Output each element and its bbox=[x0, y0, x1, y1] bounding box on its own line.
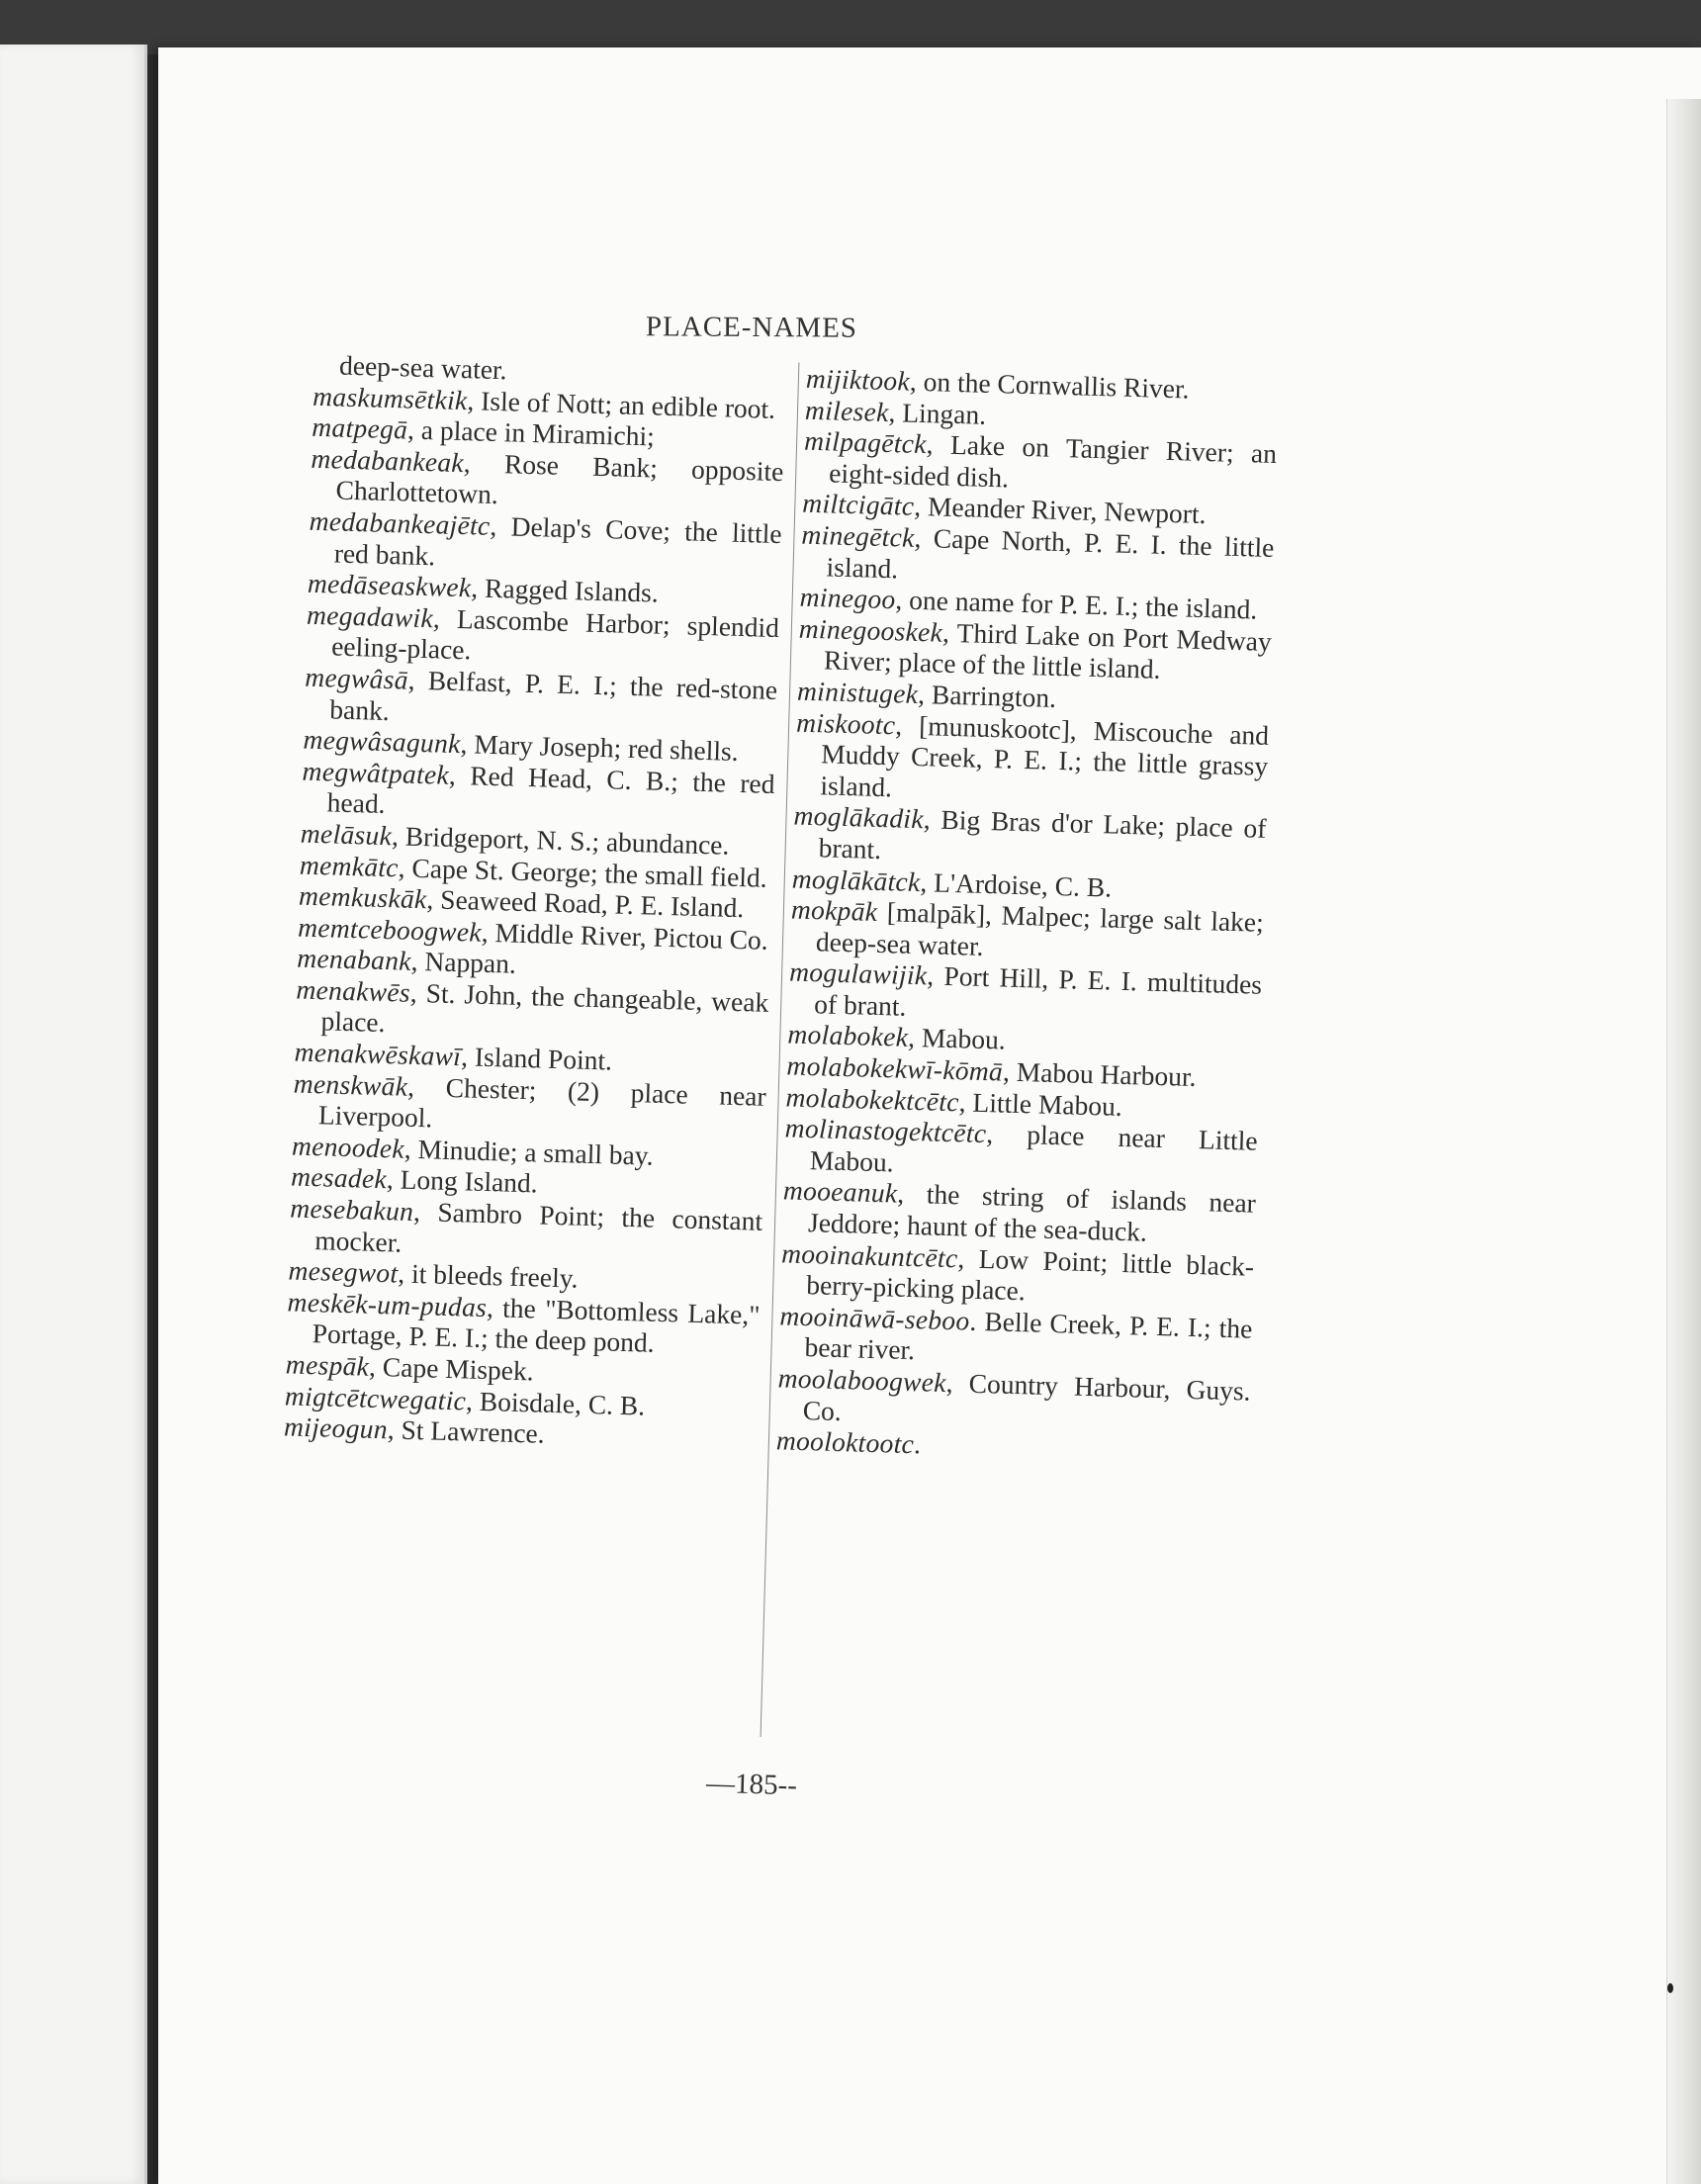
entry-definition: , Barrington. bbox=[917, 678, 1057, 713]
entry-headword: maskumsētkik bbox=[312, 380, 468, 415]
entry-headword: medabankeak bbox=[311, 442, 465, 478]
entry-definition: , Long Island. bbox=[386, 1163, 539, 1199]
entry-definition: , St. John, the changeable, weak place. bbox=[320, 976, 769, 1039]
entry-headword: megwâsagunk bbox=[303, 723, 462, 760]
entry-definition: , the "Bottomless Lake," Portage, P. E. I.; the deep pond. bbox=[312, 1291, 761, 1359]
entry-definition: , Low Point; little black-berry-picking place. bbox=[805, 1241, 1255, 1307]
entry-definition: , Cape St. George; the small field. bbox=[398, 851, 768, 893]
entry-headword: menakwēs bbox=[296, 973, 411, 1008]
entry-headword: megwâtpatek bbox=[302, 755, 450, 790]
entry-headword: mijeogun bbox=[283, 1410, 389, 1445]
entry-definition: , L'Ardoise, C. B. bbox=[920, 865, 1113, 903]
entry-definition: , Lascombe Harbor; splendid eeling-place. bbox=[330, 602, 780, 666]
entry-headword: mesadek bbox=[290, 1160, 388, 1195]
entry-headword: menoodek bbox=[291, 1130, 405, 1164]
entry-definition: , on the Cornwallis River. bbox=[909, 365, 1190, 405]
entry-headword: memkuskāk bbox=[298, 879, 427, 915]
entry-definition: , Red Head, C. B.; the red head. bbox=[326, 759, 775, 820]
entry-definition: . Belle Creek, P. E. I.; the bear river. bbox=[804, 1305, 1253, 1366]
entry-headword: megadawik bbox=[306, 598, 434, 634]
entry-headword: mooināwā-seboo bbox=[779, 1300, 970, 1336]
page-stack-edge bbox=[1666, 99, 1701, 2184]
entry-definition: , Big Bras d'or Lake; place of brant. bbox=[818, 803, 1267, 864]
entry-headword: molabokek bbox=[787, 1018, 909, 1053]
entry-headword: migtcētcwegatic bbox=[284, 1380, 467, 1416]
entry-headword: mooeanuk bbox=[782, 1174, 898, 1210]
entry-definition: , Little Mabou. bbox=[958, 1085, 1123, 1122]
dictionary-entry bbox=[794, 706, 1269, 813]
entry-definition: , Belfast, P. E. I.; the red-stone bank. bbox=[329, 664, 778, 726]
entry-definition: deep-sea water. bbox=[338, 349, 508, 386]
entry-definition: , Port Hill, P. E. I. multitudes of brant. bbox=[813, 959, 1263, 1022]
two-column-text bbox=[248, 348, 1295, 1751]
running-head: PLACE-NAMES bbox=[645, 311, 858, 344]
entry-headword: melāsuk bbox=[300, 817, 393, 852]
entry-headword: mogulawijik bbox=[788, 956, 928, 991]
entry-headword: meskēk-um-pudas bbox=[287, 1286, 488, 1322]
entry-headword: mijiktook bbox=[805, 362, 911, 397]
entry-headword: menabank bbox=[296, 942, 412, 977]
entry-definition: , Boisdale, C. B. bbox=[465, 1385, 646, 1421]
entry-definition: , Middle River, Pictou Co. bbox=[481, 916, 769, 956]
entry-definition: . bbox=[913, 1428, 922, 1460]
entry-definition: , one name for P. E. I.; the island. bbox=[895, 584, 1258, 625]
entry-headword: mesebakun bbox=[289, 1192, 414, 1227]
entry-definition: , Nappan. bbox=[410, 946, 517, 980]
entry-definition: , Mary Joseph; red shells. bbox=[460, 728, 740, 768]
entry-definition: , Lingan. bbox=[888, 396, 987, 430]
ink-speck bbox=[1667, 1983, 1673, 1993]
scanner-background bbox=[0, 0, 1701, 54]
entry-headword: memkātc bbox=[299, 849, 400, 882]
right-column bbox=[776, 363, 1280, 1470]
entry-definition: , Ragged Islands. bbox=[470, 572, 660, 608]
entry-headword: mooloktootc bbox=[775, 1424, 915, 1460]
entry-headword: moglākadik bbox=[793, 799, 925, 835]
entry-headword: mooinakuntcētc bbox=[780, 1236, 958, 1273]
entry-definition: , Rose Bank; opposite Charlottetown. bbox=[335, 446, 784, 510]
previous-page-edge bbox=[0, 45, 147, 2184]
entry-definition: , Delap's Cove; the little red bank. bbox=[333, 509, 782, 571]
entry-definition: , [munuskootc], Miscouche and Muddy Creek, P. E. I.; the little grassy island. bbox=[820, 708, 1270, 803]
entry-definition: , Cape Mispek. bbox=[368, 1350, 535, 1387]
entry-headword: mokpāk bbox=[790, 893, 878, 928]
entry-definition: , Third Lake on Port Medway River; place of the little island. bbox=[823, 616, 1273, 685]
entry-definition: , Country Harbour, Guys. Co. bbox=[802, 1367, 1251, 1426]
entry-headword: medabankeajētc bbox=[309, 504, 491, 541]
entry-definition: , a place in Miramichi; bbox=[406, 413, 656, 452]
entry-headword: miltcigātc bbox=[802, 488, 915, 522]
entry-definition: , Bridgeport, N. S.; abundance. bbox=[391, 820, 730, 861]
entry-definition: , Sambro Point; the constant mocker. bbox=[314, 1195, 763, 1258]
entry-definition: , it bleeds freely. bbox=[397, 1257, 580, 1294]
entry-headword: menskwāk bbox=[293, 1067, 408, 1102]
entry-definition: , Chester; (2) place near Liverpool. bbox=[317, 1070, 767, 1134]
page-number: —185-- bbox=[705, 1767, 798, 1802]
entry-headword: milpagētck bbox=[803, 424, 928, 460]
entry-headword: moolaboogwek bbox=[777, 1362, 947, 1399]
entry-definition: , Mabou Harbour. bbox=[1002, 1055, 1197, 1093]
entry-headword: megwâsā bbox=[304, 661, 409, 695]
entry-headword: moglākātck bbox=[791, 863, 921, 897]
entry-definition: , Cape North, P. E. I. the little island. bbox=[826, 521, 1275, 584]
entry-headword: milesek bbox=[804, 394, 890, 427]
entry-definition: , Island Point. bbox=[460, 1041, 613, 1076]
entry-headword: menakwēskawī bbox=[294, 1036, 462, 1072]
entry-headword: molabokektcētc bbox=[785, 1081, 960, 1117]
entry-definition: , the string of islands near Jeddore; haunt of the sea-duck. bbox=[807, 1178, 1257, 1247]
entry-definition: , Minudie; a small bay. bbox=[403, 1133, 655, 1171]
entry-headword: minegooskek bbox=[798, 612, 943, 648]
entry-definition: , Seaweed Road, P. E. Island. bbox=[426, 883, 745, 924]
entry-headword: mespāk bbox=[285, 1348, 370, 1382]
entry-definition: , Meander River, Newport. bbox=[913, 491, 1207, 530]
entry-headword: medāseaskwek bbox=[307, 567, 472, 603]
entry-headword: minegoo bbox=[799, 581, 896, 615]
entry-headword: miskootc bbox=[795, 706, 896, 740]
entry-definition: , St Lawrence. bbox=[387, 1413, 546, 1449]
entry-headword: molabokekwī-kōmā bbox=[786, 1049, 1004, 1087]
entry-headword: molinastogektcētc bbox=[784, 1112, 987, 1149]
entry-definition: , place near Little Mabou. bbox=[809, 1118, 1259, 1178]
entry-definition: , Lake on Tangier River; an eight-sided dish. bbox=[828, 428, 1278, 494]
entry-headword: minegētck bbox=[801, 518, 916, 553]
entry-definition: , Mabou. bbox=[907, 1022, 1007, 1056]
entry-definition: [malpāk], Malpec; large salt lake; deep-sea water. bbox=[815, 896, 1265, 961]
entry-headword: ministugek bbox=[796, 675, 919, 709]
entry-headword: mesegwot bbox=[288, 1254, 399, 1289]
left-column bbox=[284, 349, 787, 1456]
entry-headword: memtceboogwek bbox=[297, 911, 483, 948]
entry-headword: matpegā bbox=[311, 410, 408, 445]
entry-definition: , Isle of Nott; an edible root. bbox=[467, 384, 776, 424]
